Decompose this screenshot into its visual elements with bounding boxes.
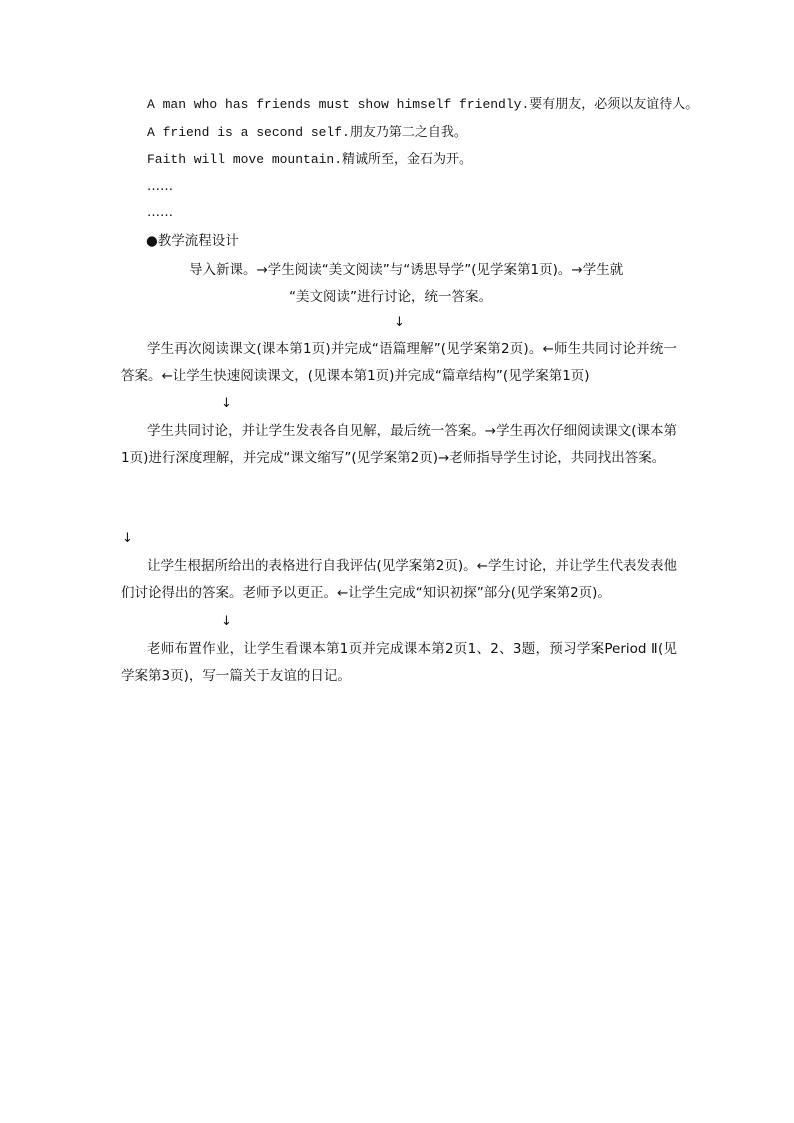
section-title: ●教学流程设计 bbox=[146, 233, 239, 249]
down-arrow-2: ↓ bbox=[221, 396, 232, 411]
proverb-3-english: Faith will move mountain. bbox=[147, 152, 343, 167]
ellipsis-line-2: …… bbox=[147, 205, 173, 220]
ellipsis-line-1: …… bbox=[147, 179, 173, 194]
proverb-2-english: A friend is a second self. bbox=[147, 125, 350, 140]
down-arrow-3: ↓ bbox=[122, 531, 133, 546]
proverb-line-2 bbox=[147, 125, 467, 141]
proverb-line-3 bbox=[147, 152, 472, 168]
flow-step-2: 学生再次阅读课文(课本第1页)并完成“语篇理解”(见学案第2页)。←师生共同讨论并统一答案。←让学生快速阅读课文，(见课本第1页)并完成“篇章结构”(见学案第1页) bbox=[121, 341, 677, 384]
proverb-1-english: A man who has friends must show himself friendly. bbox=[147, 97, 530, 112]
down-arrow-4: ↓ bbox=[221, 614, 232, 629]
flow-step-1-line-2: “美文阅读”进行讨论，统一答案。 bbox=[289, 289, 492, 305]
proverb-2-chinese: 朋友乃第二之自我。 bbox=[349, 125, 467, 140]
proverb-line-1 bbox=[147, 97, 698, 113]
flow-step-4: 让学生根据所给出的表格进行自我评估(见学案第2页)。←学生讨论，并让学生代表发表他们讨论得出的答案。老师予以更正。←让学生完成“知识初探”部分(见学案第2页)。 bbox=[121, 558, 677, 601]
flow-step-5: 老师布置作业，让学生看课本第1页并完成课本第2页1、2、3题，预习学案Period Ⅱ(见学案第3页)，写一篇关于友谊的日记。 bbox=[121, 641, 677, 684]
flow-step-3: 学生共同讨论，并让学生发表各自见解，最后统一答案。→学生再次仔细阅读课文(课本第1页)进行深度理解，并完成“课文缩写”(见学案第2页)→老师指导学生讨论，共同找出答案。 bbox=[121, 423, 677, 466]
proverb-1-chinese: 要有朋友，必须以友谊待人。 bbox=[529, 97, 699, 112]
flow-step-1-line-1: 导入新课。→学生阅读“美文阅读”与“诱思导学”(见学案第1页)。→学生就 bbox=[189, 262, 624, 278]
proverb-3-chinese: 精诚所至，金石为开。 bbox=[342, 152, 473, 167]
down-arrow-1: ↓ bbox=[394, 315, 405, 330]
